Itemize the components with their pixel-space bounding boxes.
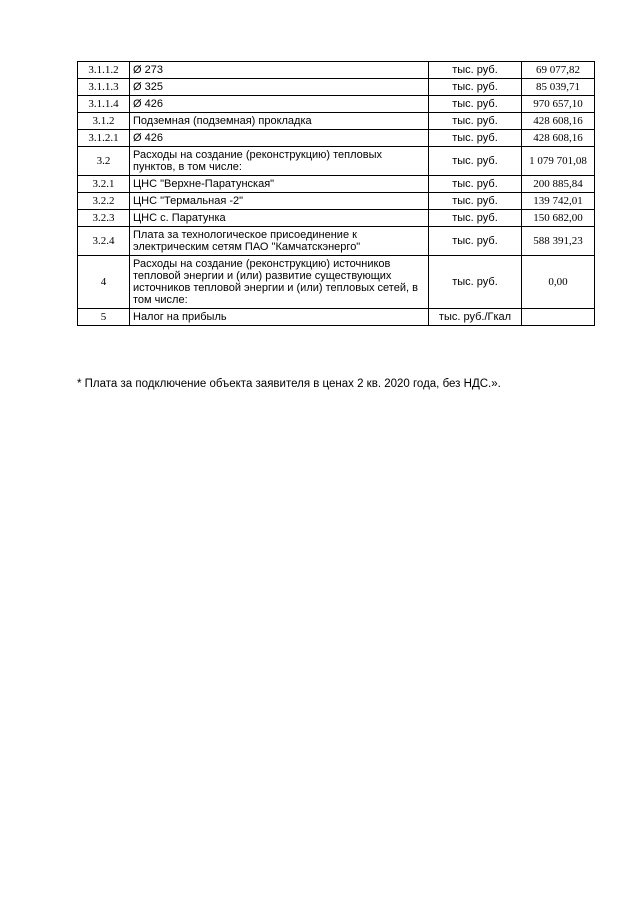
row-number-cell: 3.1.2 — [78, 113, 130, 130]
table-row — [78, 79, 595, 96]
row-value-cell: 588 391,23 — [522, 227, 595, 256]
row-number-cell: 3.2.2 — [78, 193, 130, 210]
row-number-cell: 3.1.2.1 — [78, 130, 130, 147]
row-name-cell: Ø 426 — [130, 96, 429, 113]
table-row — [78, 176, 595, 193]
row-value-cell: 200 885,84 — [522, 176, 595, 193]
row-unit-cell: тыс. руб./Гкал — [429, 309, 522, 326]
row-unit-cell: тыс. руб. — [429, 130, 522, 147]
row-number-cell: 4 — [78, 256, 130, 309]
row-unit-cell: тыс. руб. — [429, 147, 522, 176]
row-unit-cell: тыс. руб. — [429, 96, 522, 113]
table-row — [78, 96, 595, 113]
footnote: * Плата за подключение объекта заявителя в ценах 2 кв. 2020 года, без НДС.». — [77, 378, 501, 390]
row-unit-cell: тыс. руб. — [429, 79, 522, 96]
cost-table-body — [78, 62, 595, 326]
row-value-cell: 139 742,01 — [522, 193, 595, 210]
row-value-cell: 85 039,71 — [522, 79, 595, 96]
row-unit-cell: тыс. руб. — [429, 227, 522, 256]
table-row — [78, 147, 595, 176]
row-name-cell: ЦНС с. Паратунка — [130, 210, 429, 227]
row-number-cell: 3.2.3 — [78, 210, 130, 227]
table-row — [78, 210, 595, 227]
row-number-cell: 5 — [78, 309, 130, 326]
row-name-cell: Подземная (подземная) прокладка — [130, 113, 429, 130]
row-name-cell: Налог на прибыль — [130, 309, 429, 326]
row-value-cell — [522, 309, 595, 326]
row-name-cell: Расходы на создание (реконструкцию) источников тепловой энергии и (или) развитие существующих источников тепловой энергии и (или) тепловых сетей, в том числе: — [130, 256, 429, 309]
row-name-cell: Расходы на создание (реконструкцию) тепловых пунктов, в том числе: — [130, 147, 429, 176]
row-unit-cell: тыс. руб. — [429, 113, 522, 130]
table-row — [78, 62, 595, 79]
row-number-cell: 3.2 — [78, 147, 130, 176]
table-row — [78, 309, 595, 326]
row-number-cell: 3.2.1 — [78, 176, 130, 193]
row-value-cell: 69 077,82 — [522, 62, 595, 79]
row-unit-cell: тыс. руб. — [429, 210, 522, 227]
table-row — [78, 130, 595, 147]
row-number-cell: 3.1.1.2 — [78, 62, 130, 79]
row-unit-cell: тыс. руб. — [429, 176, 522, 193]
row-name-cell: Плата за технологическое присоединение к электрическим сетям ПАО "Камчатскэнерго" — [130, 227, 429, 256]
row-name-cell: Ø 426 — [130, 130, 429, 147]
row-value-cell: 1 079 701,08 — [522, 147, 595, 176]
row-name-cell: Ø 325 — [130, 79, 429, 96]
row-name-cell: ЦНС "Термальная -2" — [130, 193, 429, 210]
table-row — [78, 193, 595, 210]
row-unit-cell: тыс. руб. — [429, 193, 522, 210]
row-value-cell: 428 608,16 — [522, 113, 595, 130]
row-unit-cell: тыс. руб. — [429, 256, 522, 309]
row-value-cell: 428 608,16 — [522, 130, 595, 147]
table-row — [78, 227, 595, 256]
row-number-cell: 3.1.1.3 — [78, 79, 130, 96]
row-number-cell: 3.1.1.4 — [78, 96, 130, 113]
row-value-cell: 970 657,10 — [522, 96, 595, 113]
cost-table — [77, 61, 595, 326]
row-value-cell: 0,00 — [522, 256, 595, 309]
table-row — [78, 256, 595, 309]
row-name-cell: Ø 273 — [130, 62, 429, 79]
row-number-cell: 3.2.4 — [78, 227, 130, 256]
row-unit-cell: тыс. руб. — [429, 62, 522, 79]
table-row — [78, 113, 595, 130]
row-value-cell: 150 682,00 — [522, 210, 595, 227]
row-name-cell: ЦНС "Верхне-Паратунская" — [130, 176, 429, 193]
